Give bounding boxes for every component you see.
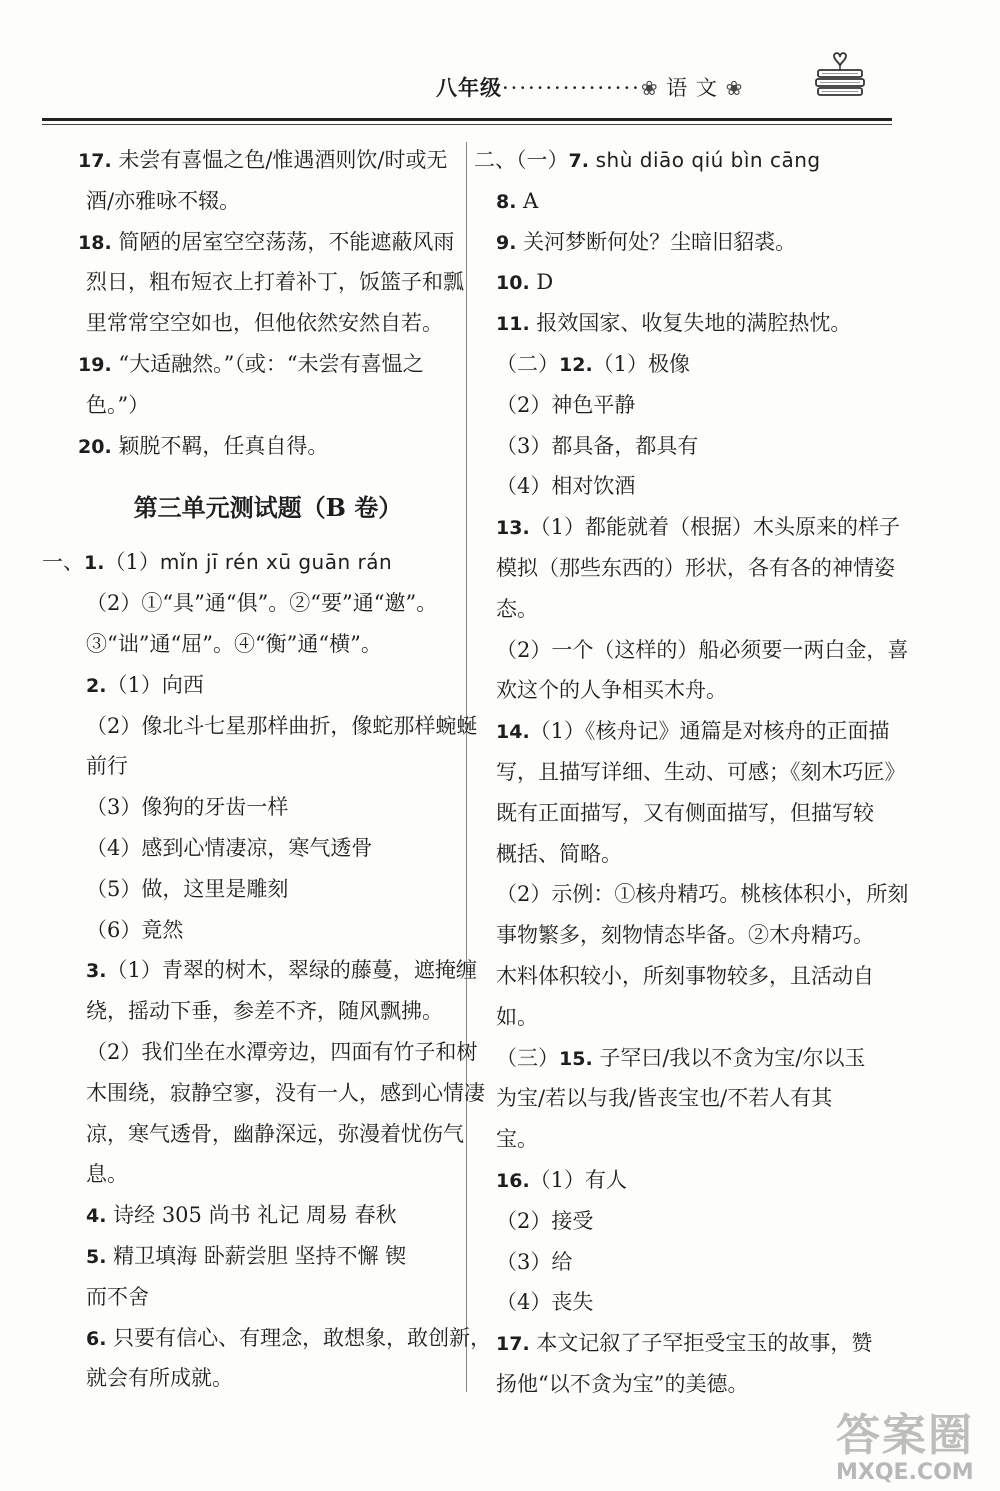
answer-line (488, 1364, 898, 1405)
answer-line (78, 1032, 478, 1073)
item-number: 10. (496, 272, 530, 295)
item-number: 7. (568, 150, 589, 172)
answer-line (78, 746, 458, 787)
column-divider (466, 142, 467, 1392)
answer-text: 凉，寒气透骨，幽静深远，弥漫着忧伤气 (86, 1121, 464, 1146)
answer-text: D (536, 270, 554, 295)
item-number: 1. (84, 552, 105, 575)
pinyin-text: shù diāo qiú bìn cāng (595, 148, 821, 172)
answer-text: （1） (104, 550, 160, 575)
answer-text: 只要有信心、有理念，敢想象，敢创新， (113, 1325, 492, 1350)
answer-line (488, 1323, 898, 1364)
item-number: 15. (559, 1047, 593, 1070)
left-column (42, 140, 492, 1399)
header-rule-thick (42, 118, 892, 121)
answer-text: （1）都能就着（根据）木头原来的样子 (529, 515, 901, 540)
item-number: 16. (496, 1169, 530, 1192)
answer-text: 前行 (86, 754, 128, 779)
answer-text: （1）青翠的树木，翠绿的藤蔓，遮掩缠 (106, 958, 477, 983)
answer-line (474, 140, 898, 181)
book-stack-icon (812, 50, 868, 100)
answer-text: 简陋的居室空空荡荡，不能遮蔽风雨 (118, 229, 455, 254)
answer-line (488, 630, 909, 671)
answer-line (488, 466, 898, 507)
answer-line (78, 828, 458, 869)
answer-text: 精卫填海 卧薪尝胆 坚持不懈 锲 (113, 1243, 407, 1268)
answer-line (488, 1242, 898, 1283)
answer-text: 未尝有喜愠之色/惟遇酒则饮/时或无 (118, 148, 448, 172)
answer-text: 里常常空空如也，但他依然安然自若。 (86, 311, 443, 336)
answer-line (488, 1201, 898, 1242)
header-rule-thin (42, 124, 892, 125)
answer-line (78, 385, 458, 426)
answer-text: （3）给 (496, 1249, 573, 1274)
answer-line (78, 344, 458, 385)
part-prefix: 二、（一） (474, 148, 569, 172)
answer-text: （3）都具备，都具有 (496, 433, 699, 458)
part-prefix: （二） (496, 351, 559, 376)
answer-line (78, 1277, 458, 1318)
item-number: 17. (496, 1333, 530, 1356)
answer-text: 欢这个的人争相买木舟。 (496, 678, 727, 703)
answer-text: 模拟（那些东西的）形状，各有各的神情姿 (496, 555, 895, 580)
item-number: 3. (86, 960, 107, 983)
answer-text: 报效国家、收复失地的满腔热忱。 (536, 311, 852, 336)
watermark-url: MXQE.COM (836, 1460, 974, 1485)
answer-line (488, 344, 898, 385)
answer-line (78, 583, 458, 624)
answer-text: （1）《核舟记》通篇是对核舟的正面描 (529, 719, 890, 744)
item-number: 17. (78, 150, 112, 172)
answer-line (78, 665, 458, 706)
item-number: 2. (86, 674, 107, 697)
answer-text: （5）做，这里是雕刻 (86, 876, 289, 901)
page-header (0, 0, 1000, 130)
item-number: 8. (496, 190, 517, 213)
answer-line (78, 991, 458, 1032)
answer-line (42, 542, 458, 583)
answer-line (488, 711, 898, 752)
answer-text: 概括、简略。 (496, 841, 622, 866)
answer-line (78, 1236, 458, 1277)
answer-line (488, 548, 898, 589)
answer-line (78, 181, 458, 222)
answer-line (78, 1318, 492, 1359)
answer-line (488, 1119, 898, 1160)
answer-text: 绕，摇动下垂，参差不齐，随风飘拂。 (86, 999, 443, 1024)
answer-line (488, 303, 898, 344)
answer-text: 子罕曰/我以不贪为宝/尔以玉 (599, 1045, 866, 1070)
answer-text: （1）极像 (592, 351, 691, 376)
answer-line (488, 1038, 898, 1079)
answer-line (488, 834, 898, 875)
answer-line (78, 1073, 485, 1114)
answer-text: 酒/亦雅咏不辍。 (86, 188, 241, 213)
answer-text: 为宝/若以与我/皆丧宝也/不若人有其 (496, 1086, 833, 1111)
item-number: 11. (496, 313, 530, 336)
item-number: 14. (496, 721, 530, 744)
answer-text: 木围绕，寂静空寥，没有一人，感到心情凄 (86, 1080, 485, 1105)
answer-line (78, 1195, 458, 1236)
answer-text: 事物繁多，刻物情态毕备。②木舟精巧。 (496, 923, 874, 948)
answer-line (78, 1358, 458, 1399)
answer-line (78, 869, 458, 910)
answer-line (488, 426, 898, 467)
answer-text: 既有正面描写，又有侧面描写，但描写较 (496, 800, 874, 825)
answer-line (488, 956, 898, 997)
answer-line (78, 303, 458, 344)
running-head (436, 72, 743, 102)
answer-text: （2）神色平静 (496, 392, 636, 417)
answer-line (78, 262, 464, 303)
answer-line (488, 507, 901, 548)
answer-text: 态。 (496, 596, 538, 621)
pinyin-text: mǐn jī rén xū guān rán (159, 550, 393, 575)
answer-text: （2）像北斗七星那样曲折，像蛇那样蜿蜒 (86, 713, 478, 738)
answer-text: 颖脱不羁，任真自得。 (118, 433, 329, 458)
answer-text: “大适融然。”（或：“未尝有喜愠之 (118, 351, 424, 376)
watermark-logo: 答案圈 (836, 1410, 974, 1461)
answer-text: 烈日，粗布短衣上打着补丁，饭篮子和瓢 (86, 270, 464, 295)
answer-text: 本文记叙了子罕拒受宝玉的故事，赞 (536, 1331, 873, 1356)
answer-text: （2）一个（这样的）船必须要一两白金，喜 (496, 637, 909, 662)
answer-line (78, 1114, 464, 1155)
answer-line (78, 706, 478, 747)
answer-text: （1）有人 (529, 1167, 628, 1192)
answer-line (488, 1160, 898, 1201)
grade-label: 八年级 (436, 75, 502, 100)
flower-icon: ❀ (725, 76, 744, 100)
answer-text: （2）接受 (496, 1208, 594, 1233)
answer-text: 写，且描写详细、生动、可感；《刻木巧匠》 (496, 759, 906, 784)
answer-line (488, 793, 898, 834)
answer-line (488, 385, 898, 426)
item-number: 6. (86, 1327, 107, 1350)
answer-text: （4）感到心情凄凉，寒气透骨 (86, 835, 373, 860)
answer-line (488, 670, 898, 711)
answer-line (78, 624, 458, 665)
item-number: 5. (86, 1245, 107, 1268)
answer-line (78, 426, 458, 467)
answer-text: （1）向西 (106, 672, 204, 697)
subject-label: 语 文 (666, 76, 718, 100)
item-number: 4. (86, 1205, 107, 1228)
answer-line (78, 140, 458, 181)
answer-line (78, 910, 458, 951)
answer-line (488, 752, 906, 793)
part-prefix: 一、 (42, 550, 84, 575)
answer-text: 就会有所成就。 (86, 1366, 233, 1391)
answer-text: 宝。 (496, 1127, 538, 1152)
answer-line (488, 1078, 898, 1119)
answer-text: 息。 (86, 1162, 128, 1187)
right-column (474, 140, 909, 1405)
answer-text: （6）竟然 (86, 917, 184, 942)
answer-line (488, 915, 898, 956)
answer-text: （2）示例：①核舟精巧。桃核体积小，所刻 (496, 882, 909, 907)
answer-line (488, 874, 909, 915)
section-title: 第三单元测试题（B 卷） (133, 493, 403, 523)
answer-text: （4）丧失 (496, 1290, 594, 1315)
item-number: 13. (496, 517, 530, 540)
watermark (836, 1412, 996, 1488)
answer-text: （3）像狗的牙齿一样 (86, 795, 289, 820)
answer-text: 关河梦断何处？尘暗旧貂裘。 (523, 229, 797, 254)
answer-text: ③“诎”通“屈”。④“衡”通“横”。 (86, 631, 382, 656)
answer-text: （2）我们坐在水潭旁边，四面有竹子和树 (86, 1039, 478, 1064)
answer-text: 如。 (496, 1004, 538, 1029)
answer-text: 诗经 305 尚书 礼记 周易 春秋 (113, 1203, 397, 1228)
answer-line (488, 1282, 898, 1323)
answer-line (488, 997, 898, 1038)
answer-line (78, 950, 477, 991)
item-number: 20. (78, 435, 112, 458)
item-number: 18. (78, 231, 112, 254)
answer-line (488, 262, 898, 303)
answer-line (78, 1154, 458, 1195)
answer-text: 而不舍 (86, 1284, 149, 1309)
answer-text: （2）①“具”通“俱”。②“要”通“邀”。 (86, 591, 438, 616)
item-number: 9. (496, 231, 517, 254)
answer-text: 木料体积较小，所刻事物较多，且活动自 (496, 963, 874, 988)
answer-line (488, 589, 898, 630)
answer-text: 扬他“以不贪为宝”的美德。 (496, 1371, 749, 1396)
answer-line (78, 787, 458, 828)
answer-text: 色。”） (86, 392, 150, 417)
answer-text: （4）相对饮酒 (496, 474, 636, 499)
answer-line (78, 222, 458, 263)
item-number: 19. (78, 353, 112, 376)
flower-icon: ❀ (640, 76, 659, 100)
part-prefix: （三） (496, 1045, 559, 1070)
answer-line (488, 222, 898, 263)
answer-line (488, 181, 898, 222)
item-number: 12. (559, 353, 593, 376)
answer-text: A (523, 188, 539, 213)
leader-dots: ················ (502, 76, 641, 100)
